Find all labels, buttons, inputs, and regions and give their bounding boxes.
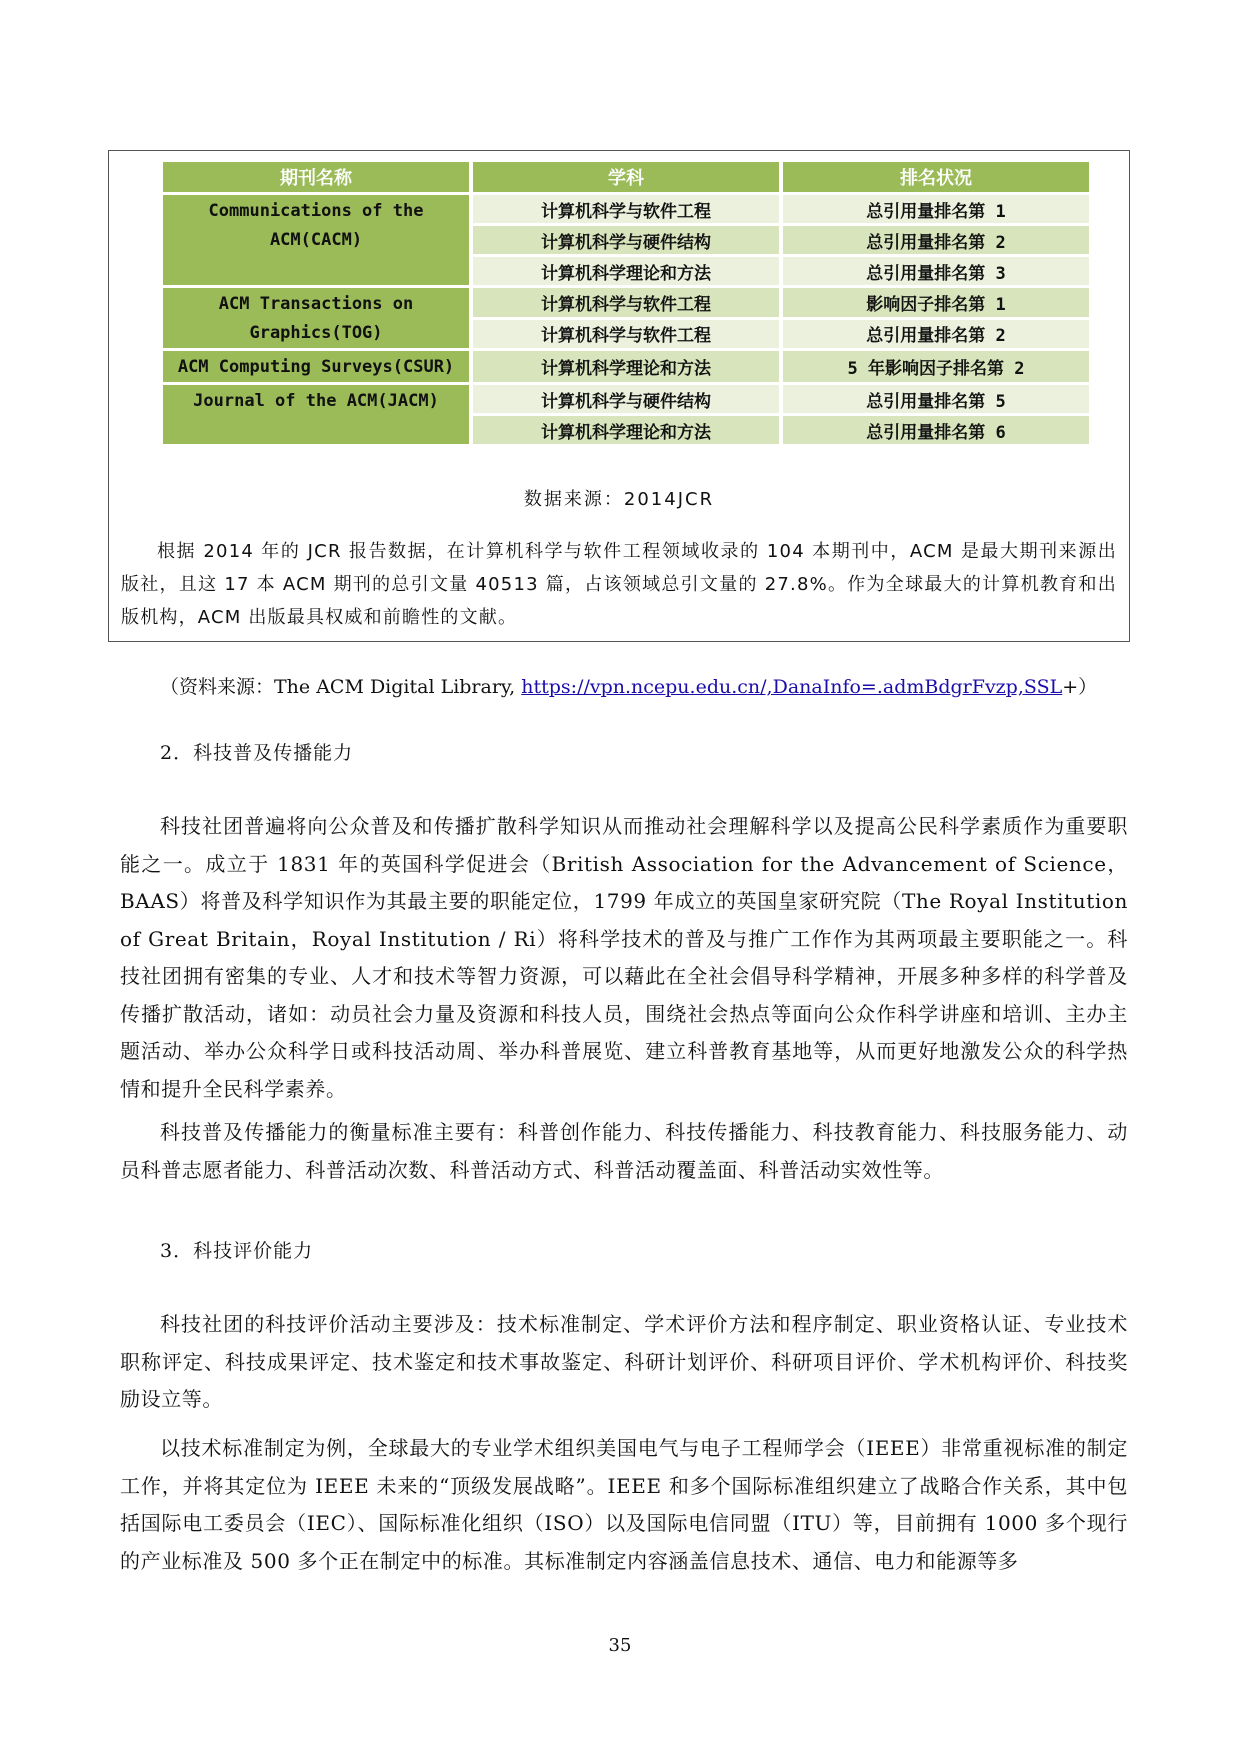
subject-cell: 计算机科学理论和方法 <box>473 351 779 382</box>
rank-cell: 总引用量排名第 3 <box>783 257 1089 285</box>
table-row <box>163 288 1089 317</box>
section-heading-2: 2．科技普及传播能力 <box>160 742 354 764</box>
subject-cell: 计算机科学与软件工程 <box>473 288 779 317</box>
journal-name-jacm: Journal of the ACM(JACM) <box>163 385 469 444</box>
subject-cell: 计算机科学与硬件结构 <box>473 226 779 254</box>
header-subject: 学科 <box>473 162 779 192</box>
subject-cell: 计算机科学理论和方法 <box>473 257 779 285</box>
journal-name-tog: ACM Transactions on Graphics(TOG) <box>163 288 469 348</box>
acm-ranking-box <box>108 150 1130 642</box>
table-header-row <box>163 162 1089 192</box>
section3-paragraph-2: 以技术标准制定为例，全球最大的专业学术组织美国电气与电子工程师学会（IEEE）非常重视标准的制定工作，并将其定位为 IEEE 未来的“顶级发展战略”。IEEE 和多个国际标准组织建立了战略合作关系，其中包括国际电工委员会（IEC）、国际标准化组织（ISO）以及国际电信同盟（ITU）等，目前拥有 1000 多个现行的产业标准及 500 多个正在制定中的标准。其标准制定内容涵盖信息技术、通信、电力和能源等多 <box>120 1436 1128 1573</box>
header-journal-name: 期刊名称 <box>163 162 469 192</box>
source-citation <box>160 672 1097 699</box>
rank-cell: 5 年影响因子排名第 2 <box>783 351 1089 382</box>
subject-cell: 计算机科学与软件工程 <box>473 320 779 349</box>
box-paragraph: 根据 2014 年的 JCR 报告数据，在计算机科学与软件工程领域收录的 104 本期刊中，ACM 是最大期刊来源出版社，且这 17 本 ACM 期刊的总引文量 40513 篇，占该领域总引文量的 27.8%。作为全球最大的计算机教育和出版机构，ACM 出版最具权威和前瞻性的文献。 <box>121 541 1117 628</box>
rank-cell: 总引用量排名第 1 <box>783 195 1089 223</box>
subject-cell: 计算机科学与软件工程 <box>473 195 779 223</box>
table-row <box>163 195 1089 223</box>
table-row <box>163 351 1089 382</box>
rank-cell: 影响因子排名第 1 <box>783 288 1089 317</box>
subject-cell: 计算机科学理论和方法 <box>473 416 779 444</box>
source-prefix: （资料来源：The ACM Digital Library, <box>160 676 522 698</box>
journal-ranking-table <box>159 159 1093 447</box>
table-row <box>163 385 1089 413</box>
rank-cell: 总引用量排名第 5 <box>783 385 1089 413</box>
source-suffix: +） <box>1062 676 1098 698</box>
source-link[interactable]: https://vpn.ncepu.edu.cn/,DanaInfo=.admBdgrFvzp,SSL <box>521 676 1063 698</box>
section2-paragraph-1: 科技社团普遍将向公众普及和传播扩散科学知识从而推动社会理解科学以及提高公民科学素质作为重要职能之一。成立于 1831 年的英国科学促进会（British Association for the Advancement of Science，BAAS）将普及科学知识作为其最主要的职能定位，1799 年成立的英国皇家研究院（The Royal Institution of Great Britain，Royal Institution / Ri）将科学技术的普及与推广工作作为其两项最主要职能之一。科技社团拥有密集的专业、人才和技术等智力资源，可以藉此在全社会倡导科学精神，开展多种多样的科学普及传播扩散活动，诸如：动员社会力量及资源和科技人员，围绕社会热点等面向公众作科学讲座和培训、主办主题活动、举办公众科学日或科技活动周、举办科普展览、建立科普教育基地等，从而更好地激发公众的科学热情和提升全民科学素养。 <box>120 814 1128 1101</box>
journal-name-csur: ACM Computing Surveys(CSUR) <box>163 351 469 382</box>
rank-cell: 总引用量排名第 2 <box>783 320 1089 349</box>
table-data-source: 数据来源：2014JCR <box>523 489 715 510</box>
rank-cell: 总引用量排名第 2 <box>783 226 1089 254</box>
page-number: 35 <box>608 1635 632 1656</box>
journal-name-cacm: Communications of the ACM(CACM) <box>163 195 469 285</box>
subject-cell: 计算机科学与硬件结构 <box>473 385 779 413</box>
section-heading-3: 3．科技评价能力 <box>160 1240 314 1262</box>
rank-cell: 总引用量排名第 6 <box>783 416 1089 444</box>
header-ranking: 排名状况 <box>783 162 1089 192</box>
section3-paragraph-1: 科技社团的科技评价活动主要涉及：技术标准制定、学术评价方法和程序制定、职业资格认证、专业技术职称评定、科技成果评定、技术鉴定和技术事故鉴定、科研计划评价、科研项目评价、学术机构评价、科技奖励设立等。 <box>120 1312 1128 1411</box>
section2-paragraph-2: 科技普及传播能力的衡量标准主要有：科普创作能力、科技传播能力、科技教育能力、科技服务能力、动员科普志愿者能力、科普活动次数、科普活动方式、科普活动覆盖面、科普活动实效性等。 <box>120 1120 1128 1182</box>
